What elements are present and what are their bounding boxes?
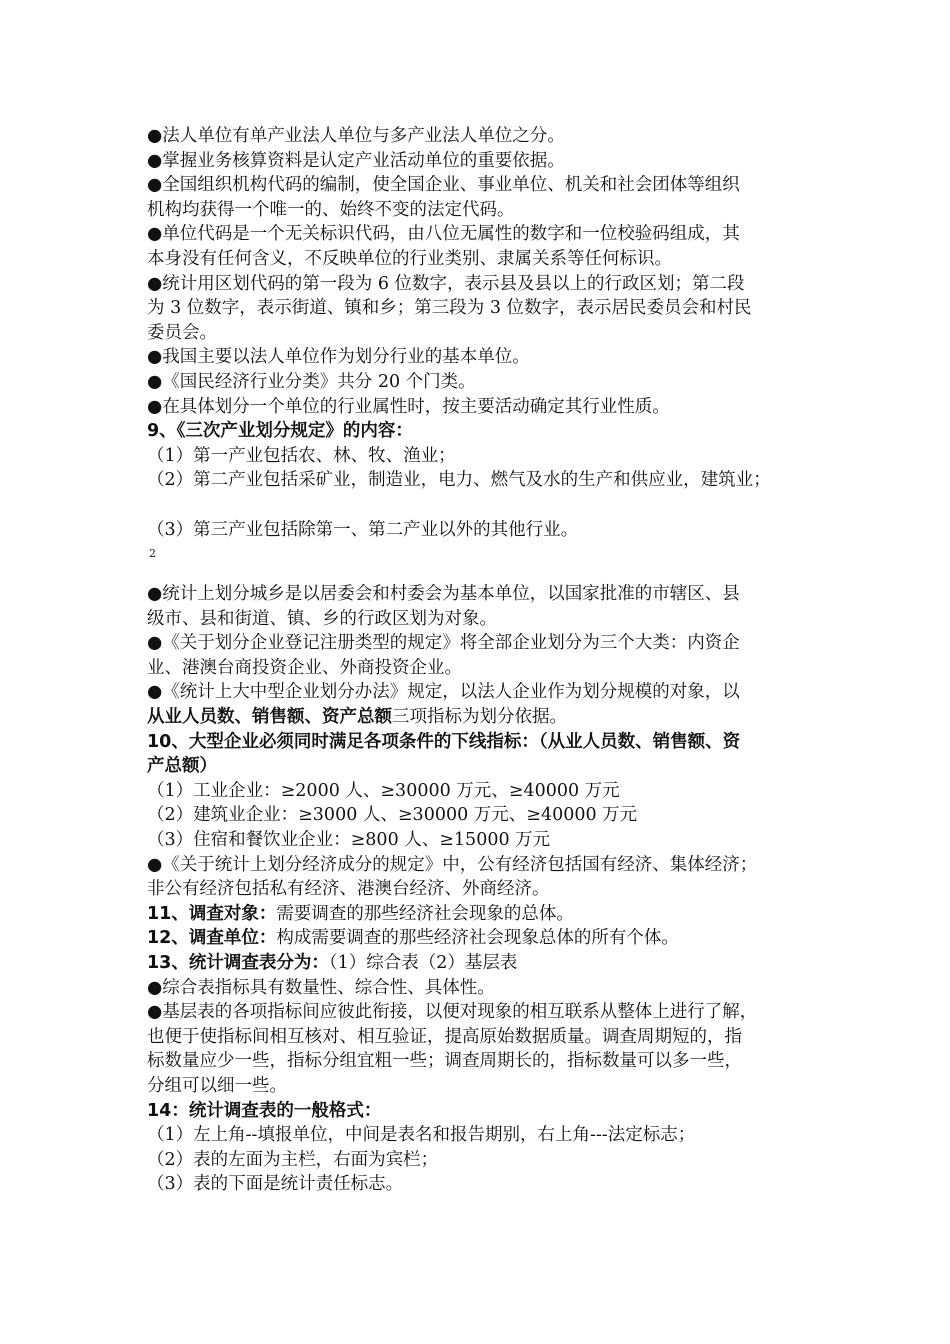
blank-line	[147, 493, 819, 518]
text-line: 为 3 位数字，表示街道、镇和乡；第三段为 3 位数字，表示居民委员会和村民	[147, 298, 752, 319]
text-line	[147, 902, 819, 927]
text-line: ●《国民经济行业分类》共分 20 个门类。	[147, 371, 476, 392]
text-line: ●法人单位有单产业法人单位与多产业法人单位之分。	[147, 126, 565, 146]
text-line: （3）住宿和餐饮业企业：≥800 人、≥15000 万元	[147, 830, 551, 851]
text-line: ●基层表的各项指标间应彼此衔接，以便对现象的相互联系从整体上进行了解，	[147, 1002, 758, 1023]
text-line: ●全国组织机构代码的编制，使全国企业、事业单位、机关和社会团体等组织	[147, 175, 740, 196]
text-line: （1）工业企业：≥2000 人、≥30000 万元、≥40000 万元	[147, 780, 620, 801]
text-line: ●《关于划分企业登记注册类型的规定》将全部企业划分为三个大类：内资企	[147, 633, 740, 654]
text-line: ●《关于统计上划分经济成分的规定》中，公有经济包括国有经济、集体经济；	[147, 854, 758, 875]
text-line: ●统计上划分城乡是以居委会和村委会为基本单位，以国家批准的市辖区、县	[147, 584, 740, 605]
text-span: （1）综合表（2）基层表	[328, 953, 518, 973]
text-line: （1）第一产业包括农、林、牧、渔业；	[147, 445, 456, 466]
section-heading: 9、《三次产业划分规定》的内容：	[147, 421, 413, 442]
text-line: 委员会。	[147, 322, 217, 343]
text-line: （2）建筑业企业：≥3000 人、≥30000 万元、≥40000 万元	[147, 805, 638, 826]
text-line: 业、港澳台商投资企业、外商投资企业。	[147, 657, 462, 678]
text-line: ●单位代码是一个无关标识代码，由八位无属性的数字和一位校验码组成，其	[147, 224, 740, 245]
blank-line	[147, 566, 819, 582]
text-line: ●我国主要以法人单位作为划分行业的基本单位。	[147, 347, 530, 368]
text-span: 三项指标为划分依据。	[392, 707, 567, 728]
text-line: ●掌握业务核算资料是认定产业活动单位的重要依据。	[147, 150, 565, 171]
section-heading: 10、大型企业必须同时满足各项条件的下线指标：（从业人员数、销售额、资	[147, 731, 741, 752]
text-line: 本身没有任何含义，不反映单位的行业类别、隶属关系等任何标识。	[147, 248, 672, 269]
page-number: 2	[149, 547, 156, 561]
text-line: （2）第二产业包括采矿业，制造业，电力、燃气及水的生产和供应业，建筑业；	[147, 470, 771, 491]
text-line: （3）表的下面是统计责任标志。	[147, 1174, 404, 1195]
text-line: ●在具体划分一个单位的行业属性时，按主要活动确定其行业性质。	[147, 396, 670, 417]
text-line: ●综合表指标具有数量性、综合性、具体性。	[147, 977, 495, 998]
text-line: （1）左上角--填报单位，中间是表名和报告期别，右上角---法定标志；	[147, 1125, 696, 1146]
text-line: （2）表的左面为主栏，右面为宾栏；	[147, 1149, 439, 1170]
bold-text: 12、调查单位：	[147, 928, 277, 949]
text-span: 需要调查的那些经济社会现象的总体。	[276, 903, 574, 924]
text-line: ●《统计上大中型企业划分办法》规定，以法人企业作为划分规模的对象，以	[147, 682, 740, 703]
text-line: ●统计用区划代码的第一段为 6 位数字，表示县及县以上的行政区划；第二段	[147, 273, 745, 294]
document-page	[147, 124, 819, 1197]
bold-text: 11、调查对象：	[147, 903, 277, 924]
text-line: 机构均获得一个唯一的、始终不变的法定代码。	[147, 199, 515, 220]
text-span: 构成需要调查的那些经济社会现象总体的所有个体。	[276, 928, 679, 949]
bold-text: 从业人员数、销售额、资产总额	[147, 707, 392, 728]
text-line: 分组可以细一些。	[147, 1075, 287, 1096]
bold-text: 13、统计调查表分为：	[147, 953, 329, 973]
text-line	[147, 705, 819, 730]
section-heading: 14：统计调查表的一般格式：	[147, 1100, 382, 1121]
text-line	[147, 926, 819, 951]
text-line: 非公有经济包括私有经济、港澳台经济、外商经济。	[147, 879, 550, 900]
text-line: 级市、县和街道、镇、乡的行政区划为对象。	[147, 608, 497, 629]
section-heading: 产总额）	[147, 756, 217, 777]
text-line: 也便于使指标间相互核对、相互验证，提高原始数据质量。调查周期短的，指	[147, 1026, 742, 1047]
text-line: 标数量应少一些，指标分组宜粗一些；调查周期长的，指标数量可以多一些，	[147, 1051, 742, 1072]
text-line: （3）第三产业包括除第一、第二产业以外的其他行业。	[147, 519, 579, 540]
text-line	[147, 951, 819, 976]
